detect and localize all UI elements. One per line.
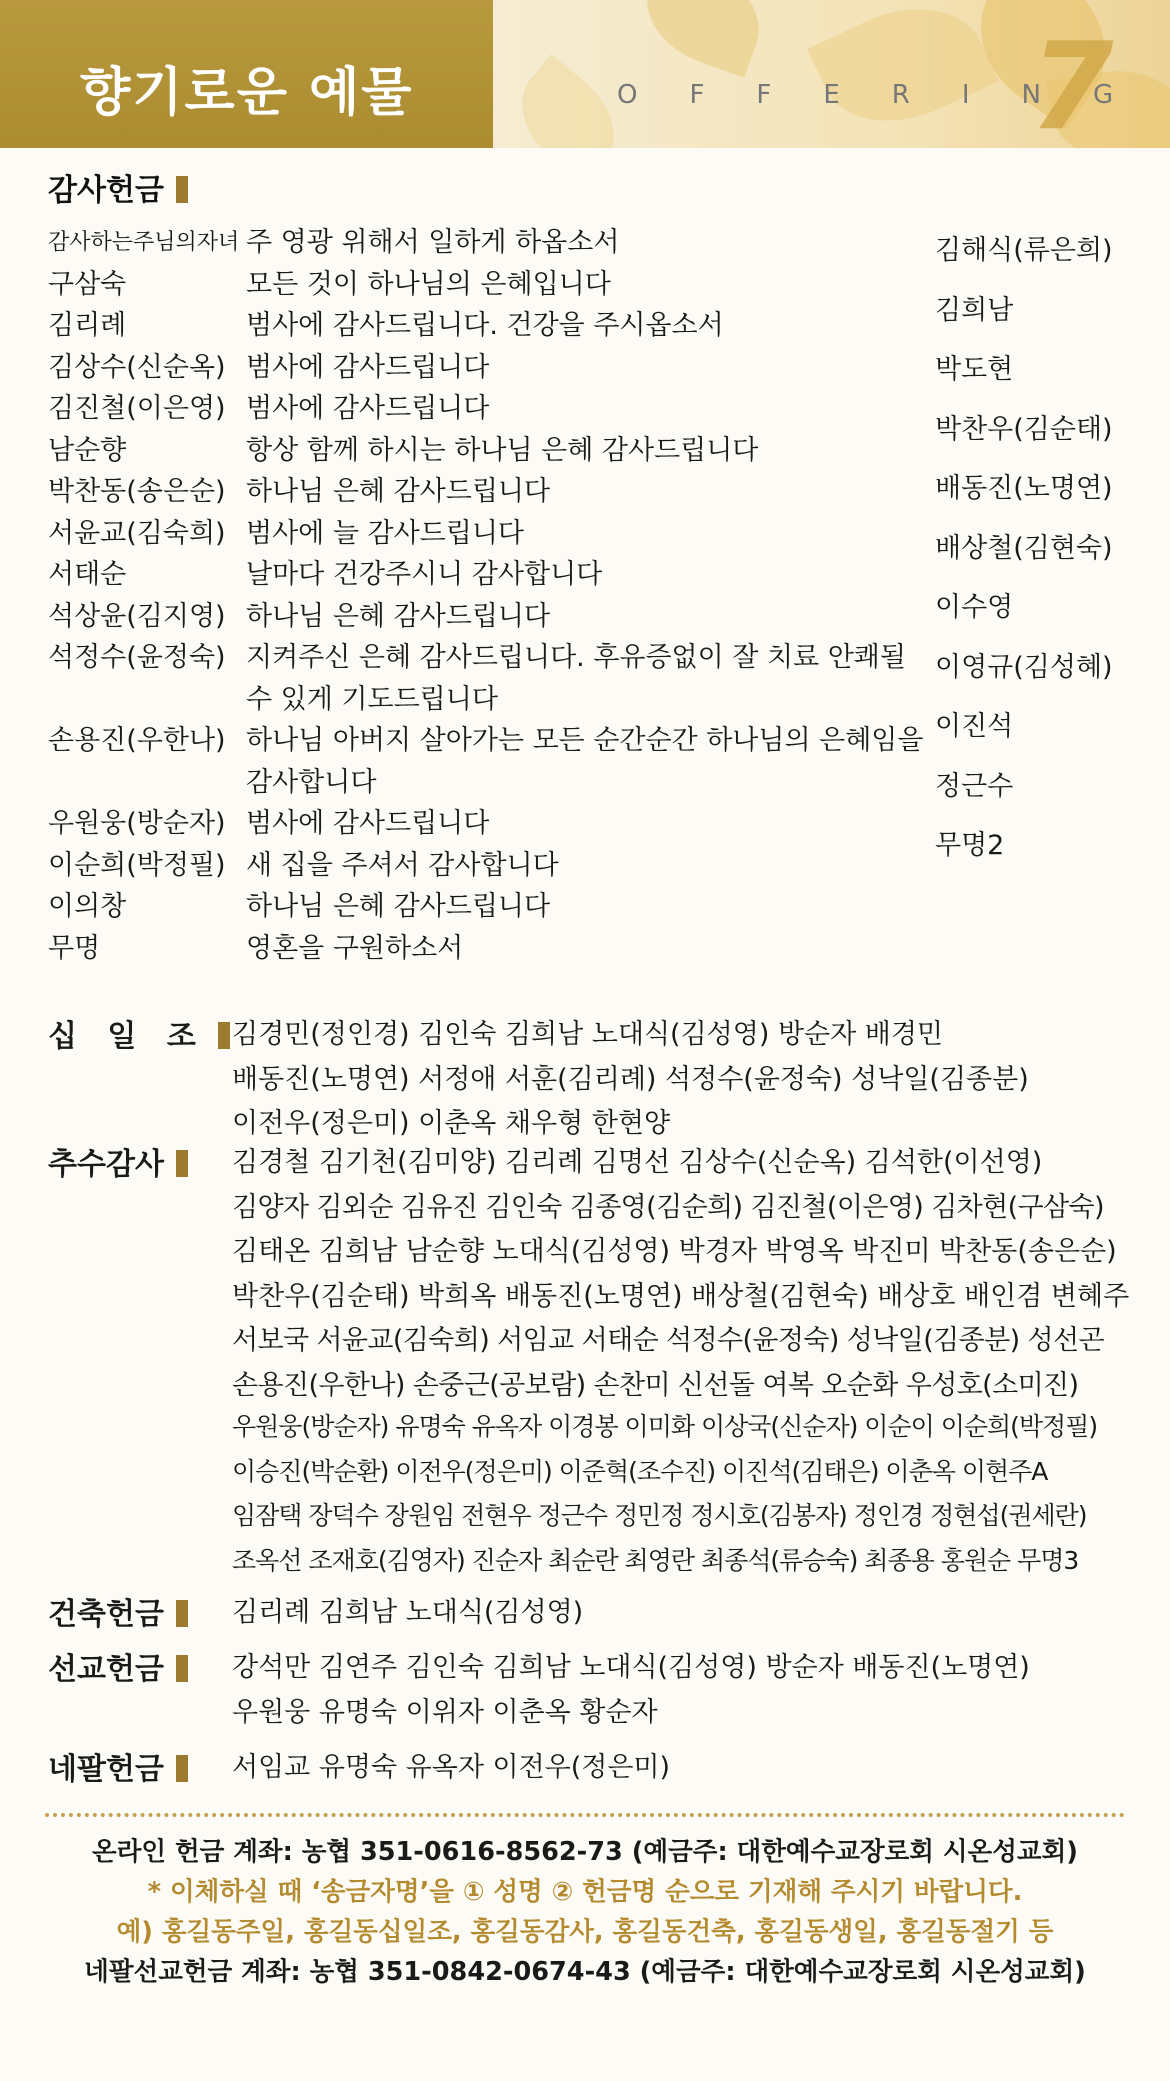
donor-name: 구삼숙	[48, 268, 127, 300]
thanks-donor: 김희남	[935, 294, 1014, 326]
section-marker	[176, 1655, 188, 1682]
group-names-line: 서임교 유명숙 유옥자 이전우(정은미)	[232, 1752, 671, 1783]
donor-message: 하나님 아버지 살아가는 모든 순간순간 하나님의 은혜임을	[246, 725, 924, 756]
donor-message: 새 집을 주셔서 감사합니다	[246, 849, 559, 881]
donor-name: 감사하는주님의자녀	[48, 230, 240, 255]
thanks-donor: 김해식(류은희)	[935, 235, 1113, 266]
donor-message: 항상 함께 하시는 하나님 은혜 감사드립니다	[246, 434, 759, 466]
donor-message: 하나님 은혜 감사드립니다	[246, 476, 551, 507]
donor-name: 남순향	[48, 434, 127, 466]
donor-name: 무명	[48, 932, 101, 964]
donor-message: 감사합니다	[246, 766, 377, 798]
thanks-donor: 정근수	[935, 770, 1014, 802]
section-marker	[176, 1755, 188, 1782]
thanks-donor: 이수영	[935, 592, 1014, 623]
donor-message: 지켜주신 은혜 감사드립니다. 후유증없이 잘 치료 안쾌될	[246, 642, 906, 673]
thanks-donor: 배동진(노명연)	[935, 473, 1113, 504]
thanks-donor: 배상철(김현숙)	[935, 532, 1113, 564]
group-names-line: 서보국 서윤교(김숙희) 서임교 서태순 석정수(윤정숙) 성낙일(김종분) 성선곤	[232, 1325, 1104, 1356]
transfer-notice: * 이체하실 때 ‘송금자명’을 ① 성명 ② 헌금명 순으로 기재해 주시기 바랍니다.	[147, 1877, 1023, 1907]
group-names-line: 조옥선 조재호(김영자) 진순자 최순란 최영란 최종석(류승숙) 최종용 홍원순 무명3	[232, 1545, 1079, 1575]
donor-name: 박찬동(송은순)	[48, 476, 226, 507]
thanks-donor: 이진석	[935, 711, 1014, 742]
group-label	[48, 1744, 188, 1788]
offering-subtitle: OFFERING	[617, 80, 1166, 110]
group-names-line: 김경철 김기천(김미양) 김리례 김명선 김상수(신순옥) 김석한(이선영)	[232, 1147, 1043, 1178]
group-label	[48, 1139, 188, 1183]
thanks-title-text: 감사헌금	[48, 173, 164, 208]
page-title: 향기로운 예물	[80, 63, 414, 123]
leaf-decoration	[631, 0, 775, 78]
donor-message: 주 영광 위해서 일하게 하옵소서	[246, 227, 620, 258]
online-account-info: 온라인 헌금 계좌: 농협 351-0616-8562-73 (예금주: 대한예수교장로회 시온성교회)	[92, 1837, 1078, 1867]
group-names-line: 김리례 김희남 노대식(김성영)	[232, 1597, 584, 1628]
donor-message: 범사에 감사드립니다	[246, 808, 490, 839]
section-marker	[176, 176, 188, 203]
group-label	[48, 1011, 230, 1055]
header-banner	[0, 0, 1170, 148]
group-names-line: 이전우(정은미) 이춘옥 채우형 한현양	[232, 1108, 671, 1139]
donor-name: 서윤교(김숙희)	[48, 517, 226, 549]
donor-name: 손용진(우한나)	[48, 725, 226, 756]
transfer-example: 예) 홍길동주일, 홍길동십일조, 홍길동감사, 홍길동건축, 홍길동생일, 홍길동절기 등	[116, 1917, 1054, 1947]
donor-name: 김상수(신순옥)	[48, 351, 226, 383]
group-label-text: 추수감사	[48, 1147, 164, 1182]
group-label-text: 건축헌금	[48, 1597, 164, 1632]
group-names-line: 김경민(정인경) 김인숙 김희남 노대식(김성영) 방순자 배경민	[232, 1019, 944, 1050]
nepal-account-info: 네팔선교헌금 계좌: 농협 351-0842-0674-43 (예금주: 대한예수교장로회 시온성교회)	[84, 1957, 1086, 1987]
group-label-text: 네팔헌금	[48, 1752, 164, 1787]
donor-name: 서태순	[48, 559, 127, 590]
group-label	[48, 1589, 188, 1633]
donor-name: 이의창	[48, 891, 127, 922]
donor-message: 범사에 감사드립니다. 건강을 주시옵소서	[246, 310, 724, 341]
thanks-donor: 무명2	[935, 830, 1005, 861]
donor-message: 범사에 감사드립니다	[246, 351, 490, 383]
thanks-donor: 이영규(김성혜)	[935, 651, 1113, 683]
page-number: 7	[1030, 18, 1114, 148]
donor-name: 이순희(박정필)	[48, 849, 226, 881]
donor-name: 우원웅(방순자)	[48, 808, 226, 839]
divider	[45, 1813, 1125, 1817]
group-names-line: 배동진(노명연) 서정애 서훈(김리례) 석정수(윤정숙) 성낙일(김종분)	[232, 1063, 1029, 1095]
donor-message: 모든 것이 하나님의 은혜입니다	[246, 268, 611, 300]
donor-name: 김진철(이은영)	[48, 393, 226, 424]
thanks-donor: 박도현	[935, 354, 1014, 385]
donor-message: 범사에 감사드립니다	[246, 393, 490, 424]
group-names-line: 김태온 김희남 남순향 노대식(김성영) 박경자 박영옥 박진미 박찬동(송은순)	[232, 1236, 1117, 1267]
group-names-line: 손용진(우한나) 손중근(공보람) 손찬미 신선돌 여복 오순화 우성호(소미진)	[232, 1369, 1079, 1401]
section-marker	[218, 1022, 230, 1049]
donor-name: 석상윤(김지영)	[48, 600, 226, 632]
donor-message: 영혼을 구원하소서	[246, 932, 464, 964]
thanks-section-title	[48, 165, 188, 209]
group-label-text: 선교헌금	[48, 1652, 164, 1687]
group-label	[48, 1644, 188, 1688]
donor-name: 김리례	[48, 310, 127, 341]
donor-message: 수 있게 기도드립니다	[246, 683, 498, 715]
group-names-line: 이승진(박순환) 이전우(정은미) 이준혁(조수진) 이진석(김태은) 이춘옥 이현주A	[232, 1456, 1048, 1486]
group-names-line: 김양자 김외순 김유진 김인숙 김종영(김순희) 김진철(이은영) 김차현(구삼숙)	[232, 1191, 1104, 1223]
leaf-decoration	[500, 54, 636, 148]
donor-message: 하나님 은혜 감사드립니다	[246, 891, 551, 922]
section-marker	[176, 1150, 188, 1177]
group-names-line: 우원웅 유명숙 이위자 이춘옥 황순자	[232, 1696, 658, 1728]
donor-message: 하나님 은혜 감사드립니다	[246, 600, 551, 632]
donor-message: 범사에 늘 감사드립니다	[246, 517, 524, 549]
leaf-decoration	[807, 0, 998, 148]
thanks-donor: 박찬우(김순태)	[935, 413, 1113, 445]
group-label-text: 십 일 조	[48, 1019, 206, 1054]
donor-message: 날마다 건강주시니 감사합니다	[246, 559, 603, 590]
donor-name: 석정수(윤정숙)	[48, 642, 226, 673]
section-marker	[176, 1600, 188, 1627]
group-names-line: 강석만 김연주 김인숙 김희남 노대식(김성영) 방순자 배동진(노명연)	[232, 1652, 1030, 1683]
group-names-line: 박찬우(김순태) 박희옥 배동진(노명연) 배상철(김현숙) 배상호 배인겸 변혜주	[232, 1280, 1130, 1312]
group-names-line: 우원웅(방순자) 유명숙 유옥자 이경봉 이미화 이상국(신순자) 이순이 이순희(박정필)	[232, 1412, 1098, 1441]
group-names-line: 임잠택 장덕수 장원임 전현우 정근수 정민정 정시호(김봉자) 정인경 정현섭(권세란)	[232, 1501, 1087, 1530]
